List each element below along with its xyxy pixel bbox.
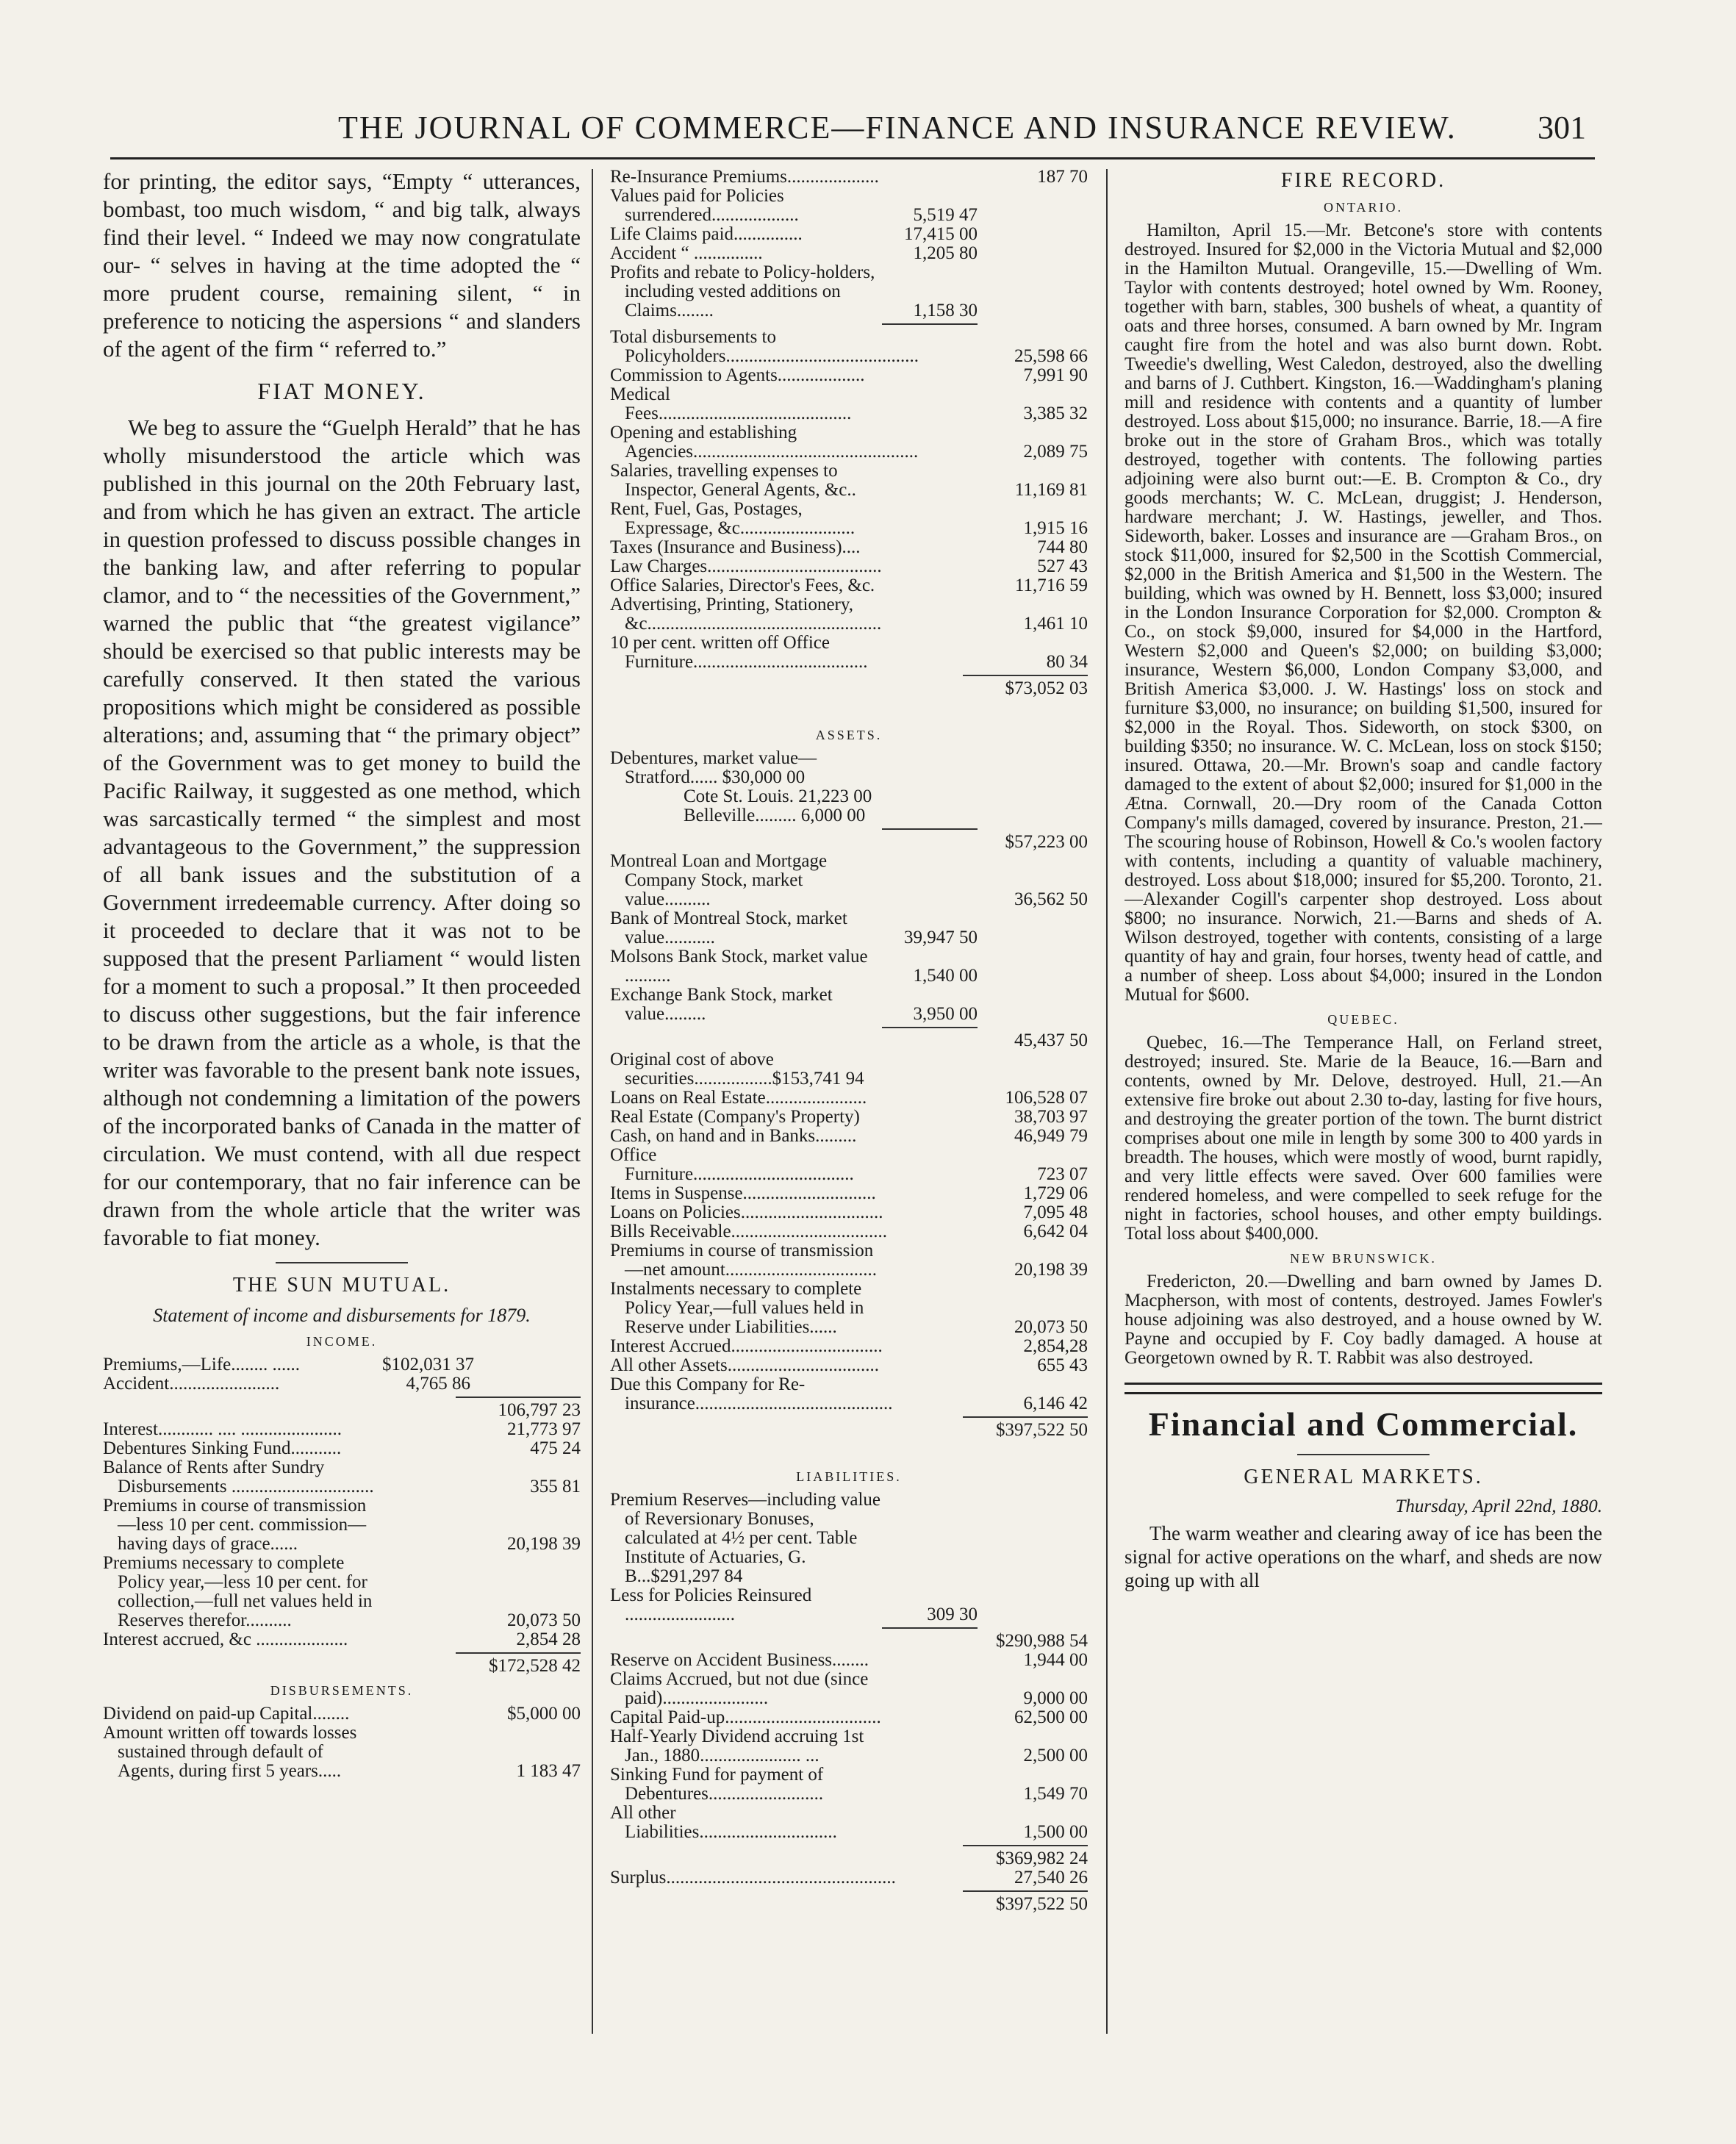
intro-paragraph: for printing, the editor says, “Empty “ utterances, bombast, too much wisdom, “ and big talk, always find their level. “ Indeed we may now congratulate our- “ selves in having at the time adopted the “ more prudent course, remaining silent, “ in preference to noticing the aspersions “ and slanders of the agent of the firm “ referred to.”	[103, 168, 581, 362]
liabilities-table	[610, 1491, 1088, 1914]
general-markets-heading: GENERAL MARKETS.	[1244, 1466, 1483, 1488]
ledger-label: Debentures Sinking Fund...........	[103, 1438, 342, 1458]
column-2	[610, 168, 1088, 2034]
ledger-amount: 475 24	[530, 1438, 581, 1458]
markets-text: The warm weather and clearing away of ice has been the signal for active operations on the wharf, and sheds are now going up with all	[1125, 1522, 1602, 1591]
ledger-row	[610, 595, 1088, 634]
ledger-amount: 80 34	[1046, 652, 1088, 672]
ledger-label: Balance of Rents after Sundry Disbursements ...............................	[103, 1458, 374, 1496]
ledger-label: Exchange Bank Stock, market value.........	[610, 985, 833, 1024]
ledger-amount: 36,562 50	[1014, 889, 1088, 909]
ledger-label: Premiums,—Life........ ......	[103, 1355, 301, 1374]
assets-heading: ASSETS.	[815, 728, 883, 742]
ledger-subamount: 5,519 47	[913, 205, 978, 225]
ledger-label: Cash, on hand and in Banks.........	[610, 1126, 857, 1146]
ledger-row	[610, 462, 1088, 500]
ledger-row	[610, 1337, 1088, 1356]
ledger-row	[103, 1374, 581, 1394]
subtotal-rule	[882, 1027, 978, 1028]
ledger-row	[610, 1108, 1088, 1127]
ledger-label: Commission to Agents...................	[610, 365, 865, 385]
ledger-amount: 20,198 39	[507, 1534, 581, 1554]
ledger-subamount: 1,205 80	[913, 243, 978, 263]
ledger-label: Premiums in course of transmission—less 10 per cent. commission—having days of grace......	[103, 1496, 367, 1554]
ledger-row	[610, 366, 1088, 385]
ledger-row	[610, 1849, 1088, 1868]
ledger-label: All other Assets.................................	[610, 1355, 879, 1375]
ledger-amount: 355 81	[530, 1477, 581, 1496]
ledger-row	[103, 1439, 581, 1458]
ledger-label: 10 per cent. written off Office Furniture......................................	[610, 633, 868, 672]
ledger-amount: 6,146 42	[1023, 1394, 1088, 1413]
ledger-row	[610, 1895, 1088, 1914]
ledger-label: Interest Accrued.................................	[610, 1336, 883, 1356]
liabilities-heading: LIABILITIES.	[796, 1469, 902, 1484]
new-brunswick-heading: NEW BRUNSWICK.	[1290, 1251, 1437, 1266]
ledger-row	[610, 1280, 1088, 1337]
sun-mutual-subtitle: Statement of income and disbursements for 1879.	[153, 1305, 531, 1326]
ledger-label: Montreal Loan and Mortgage Company Stock, market value..........	[610, 851, 828, 909]
fire-record-heading: FIRE RECORD.	[1280, 169, 1446, 192]
ledger-label: Office Salaries, Director's Fees, &c.	[610, 576, 875, 595]
total-rule	[456, 1652, 581, 1654]
ledger-label: Dividend on paid-up Capital........	[103, 1704, 350, 1724]
ledger-amount: $5,000 00	[507, 1704, 581, 1724]
ledger-row	[103, 1657, 581, 1676]
ledger-row	[610, 679, 1088, 698]
ledger-row	[610, 1804, 1088, 1842]
ledger-label: Advertising, Printing, Stationery, &c...................................................	[610, 595, 882, 634]
ledger-label: Office Furniture...................................	[610, 1145, 854, 1184]
ledger-amount: 1,549 70	[1023, 1784, 1088, 1804]
ledger-label: Items in Suspense.............................	[610, 1183, 876, 1203]
header-rule	[110, 157, 1595, 159]
subtotal-rule	[882, 1627, 978, 1629]
ledger-row	[610, 986, 1088, 1024]
ledger-amount: 9,000 00	[1023, 1688, 1088, 1708]
sun-mutual-heading: THE SUN MUTUAL.	[232, 1274, 451, 1297]
ledger-amount: 2,500 00	[1023, 1746, 1088, 1765]
ledger-row	[103, 1630, 581, 1649]
ledger-row	[610, 1356, 1088, 1375]
ledger-row	[610, 168, 1088, 187]
ledger-row	[610, 1089, 1088, 1108]
ledger-row	[103, 1724, 581, 1781]
ledger-label: Sinking Fund for payment of Debentures.........................	[610, 1765, 824, 1804]
disbursements-table	[103, 1704, 581, 1781]
ledger-amount: 11,716 59	[1014, 576, 1088, 595]
ledger-amount: 1,915 16	[1023, 518, 1088, 538]
ledger-row	[610, 1375, 1088, 1413]
ledger-row	[610, 1670, 1088, 1708]
ledger-row	[103, 1420, 581, 1439]
ledger-row	[610, 244, 1088, 263]
ledger-label: Due this Company for Re-insurance...........................................	[610, 1374, 893, 1413]
ledger-label: Loans on Policies...............................	[610, 1202, 883, 1222]
ledger-amount: 11,169 81	[1014, 480, 1088, 500]
ledger-label: Amount written off towards losses sustained through default of Agents, during first 5 years.....	[103, 1723, 357, 1781]
ledger-row	[610, 423, 1088, 462]
ledger-row	[610, 1146, 1088, 1184]
ledger-label: Debentures, market value—Stratford...... $30,000 00	[610, 748, 817, 787]
ledger-amount: 1,944 00	[1023, 1650, 1088, 1670]
ledger-row	[103, 1496, 581, 1554]
divider	[1297, 1454, 1430, 1455]
ledger-label: Medical Fees..........................................	[610, 384, 852, 423]
ledger-amount: $73,052 03	[1005, 678, 1088, 698]
total-rule	[963, 1890, 1088, 1892]
ledger-label: Rent, Fuel, Gas, Postages, Expressage, &c.........................	[610, 499, 856, 538]
ledger-subamount: 1,540 00	[913, 966, 978, 986]
column-3	[1125, 168, 1602, 2034]
ledger-label: Premiums necessary to complete Policy year,—less 10 per cent. for collection,—full net values held in Reserves therefor..........	[103, 1553, 373, 1630]
ledger-amount: 20,073 50	[1014, 1317, 1088, 1337]
ledger-amount: 527 43	[1037, 556, 1088, 576]
quebec-fires: Quebec, 16.—The Temperance Hall, on Ferland street, destroyed; insured. Ste. Marie de la Beauce, 16.—Barn and contents, owned by Mr. Delove, destroyed. Hull, 21.—An extensive fire broke out about 2.30 to-day, lasting for five hours, and destroying the greater portion of the town. The burnt district comprises about one mile in length by some 300 to 400 yards in breadth. The houses, which were mostly of wood, burnt rapidly, and very little effects were saved. Over 600 families were rendered homeless, and were compelled to seek refuge for the night in factories, school houses, and other empty buildings. Total loss about $400,000.	[1125, 1033, 1602, 1244]
ledger-amount: $57,223 00	[1005, 832, 1088, 852]
ledger-label: Law Charges......................................	[610, 556, 882, 576]
ledger-label: Interest............ .... ......................	[103, 1419, 342, 1439]
disbursements-continued-table	[610, 168, 1088, 698]
ledger-row	[103, 1355, 581, 1374]
ledger-label: Loans on Real Estate......................	[610, 1088, 867, 1108]
ledger-row	[610, 1651, 1088, 1670]
ledger-row	[610, 1868, 1088, 1887]
ledger-label: Life Claims paid...............	[610, 224, 803, 244]
ledger-amount: $290,988 54	[996, 1631, 1088, 1651]
ledger-row	[610, 1765, 1088, 1804]
ledger-row	[610, 806, 1088, 825]
column-rule-2	[1106, 169, 1108, 2034]
ledger-row	[610, 634, 1088, 672]
ledger-amount: 2,089 75	[1023, 442, 1088, 462]
ledger-label: Molsons Bank Stock, market value ..........	[610, 947, 868, 986]
ledger-amount: 655 43	[1037, 1355, 1088, 1375]
journal-title: THE JOURNAL OF COMMERCE—FINANCE AND INSURANCE REVIEW.	[338, 110, 1457, 146]
divider	[276, 1262, 408, 1263]
ledger-row	[610, 1031, 1088, 1050]
ledger-amount: $369,982 24	[996, 1849, 1088, 1868]
ledger-amount: 1,729 06	[1023, 1183, 1088, 1203]
ledger-label: Less for Policies Reinsured ........................	[610, 1585, 812, 1624]
ledger-row	[610, 909, 1088, 947]
ledger-amount: 187 70	[1037, 168, 1088, 187]
ledger-label: Total disbursements to Policyholders..........................................	[610, 327, 919, 366]
ledger-amount: 45,437 50	[1014, 1030, 1088, 1050]
ledger-label: Cote St. Louis. 21,223 00	[684, 786, 872, 806]
ledger-subamount: 4,765 86	[406, 1374, 470, 1394]
ledger-row	[610, 787, 1088, 806]
ledger-subamount: 309 30	[927, 1605, 978, 1624]
ontario-heading: ONTARIO.	[1323, 200, 1404, 215]
ledger-row	[610, 576, 1088, 595]
ledger-amount: 46,949 79	[1014, 1126, 1088, 1146]
ledger-row	[610, 557, 1088, 576]
total-rule	[456, 1397, 581, 1398]
ledger-subamount: 17,415 00	[904, 224, 978, 244]
ledger-label: Re-Insurance Premiums....................	[610, 168, 879, 187]
ledger-amount: 744 80	[1037, 537, 1088, 557]
ledger-row	[610, 852, 1088, 909]
ontario-fires: Hamilton, April 15.—Mr. Betcone's store with contents destroyed. Insured for $2,000 in the Victoria Mutual and $2,000 in the Hamilton Mutual. Orangeville, 15.—Dwelling of Wm. Taylor with contents destroyed; hotel owned by Wm. Rooney, together with barn, stables, 300 bushels of wheat, a quantity of oats and three horses, consumed. A barn owned by Mr. Ingram caught fire from the hotel and was also burnt down. Robt. Tweedie's dwelling, West Caledon, destroyed, also the dwelling and barns of J. Cuthbert. Kingston, 16.—Waddingham's planing mill and residence with contents and a quantity of lumber destroyed. Loss about $15,000; no insurance. Barrie, 18.—A fire broke out in the store of Graham Bros., which was totally destroyed, together with contents. The following parties adjoining were also burnt out:—E. B. Crompton & Co., dry goods merchants; W. C. McLean, druggist; J. Henderson, hardware merchant; J. W. Hastings, jeweller, and Thos. Sideworth, baker. Losses and insurance are —Graham Bros., on stock $11,000, insured for $2,500 in the Scottish Commercial, $2,000 in the British America and $1,500 in the Western. The building, which was owned by H. Bennett, loss $3,000; insured in the London Insurance Corporation for $2,000. Crompton & Co., on stock $9,000, insured for $4,000 in the Hartford, Western $2,000 and Queen's $2,000; on building $3,000; insurance, Western $6,000, London Company $3,000, and British America $3,000. J. W. Hastings' loss on stock and furniture $3,000, no insurance; on building $1,500, insured for $2,000 in the Royal. Thos. Sideworth, on stock $300, on building $350; no insurance. W. C. McLean, loss on stock $150; insured. Ottawa, 20.—Mr. Brown's soap and candle factory damaged to the extent of about $2,000; insured for $1,000 in the Ætna. Cornwall, 20.—Dry room of the Canada Cotton Company's mills damaged, covered by insurance. Preston, 21.—The scouring house of Robinson, Howell & Co.'s woolen factory with contents, including a quantity of valuable machinery, destroyed. Loss about $18,000; insured for $5,200. Toronto, 21.—Alexander Cogill's carpenter shop destroyed. Loss about $800; no insurance. Norwich, 21.—Barns and sheds of A. Wilson destroyed, together with contents, consisting of a large quantity of hay and grain, four horses, twenty head of cattle, and a number of sheep. Loss about $4,000; insured in the London Mutual for $600.	[1125, 221, 1602, 1005]
ledger-subamount: 39,947 50	[904, 928, 978, 947]
fiat-money-heading: FIAT MONEY.	[257, 378, 426, 404]
ledger-label: Values paid for Policies surrendered...................	[610, 186, 799, 225]
ledger-row	[610, 1421, 1088, 1440]
ledger-row	[610, 385, 1088, 423]
ledger-amount: 7,095 48	[1023, 1202, 1088, 1222]
ledger-label: Profits and rebate to Policy-holders, including vested additions on Claims........	[610, 262, 875, 320]
ledger-label: Real Estate (Company's Property)	[610, 1107, 860, 1127]
fiat-money-article: We beg to assure the “Guelph Herald” that he has wholly misunderstood the article which was published in this journal on the 20th February last, and from which he has given an extract. The article in question professed to discuss possible changes in the banking law, and after referring to popular clamor, and to “ the necessities of the Government,” warned the public that “the greatest vigilance” should be exercised so that public interests may be carefully conserved. It then stated the various propositions which might be considered as possible alterations; and, assuming that “ the primary object” of the Government was to get money to build the Pacific Railway, it suggested as one method, which was sarcastically termed “ the simplest and most advantageous to the Government,” the suppression of all bank issues and the substitution of a Government irredeemable currency. After doing so it proceeded to declare that it was not to be supposed that the present Parliament “ would listen for a moment to such a proposal.” It then proceeded to discuss other suggestions, but the fair inference to be drawn from the article as a whole, is that the writer was favorable to the present bank note issues, although not condemning a limitation of the powers of the incorporated banks of Canada in the matter of circulation. We must contend, with all due respect for our contemporary, that no fair inference can be drawn from the whole article that the writer was favorable to fiat money.	[103, 415, 581, 1250]
ledger-row	[610, 1241, 1088, 1280]
ledger-amount: 20,198 39	[1014, 1260, 1088, 1280]
ledger-label: Bills Receivable..................................	[610, 1222, 888, 1241]
ledger-label: Claims Accrued, but not due (since paid).......................	[610, 1669, 869, 1708]
ledger-label: Premium Reserves—including value of Reversionary Bonuses, calculated at 4½ per cent. Table Institute of Actuaries, G. B...$291,297 84	[610, 1490, 880, 1586]
ledger-row	[610, 1727, 1088, 1765]
page-header	[110, 103, 1595, 154]
ledger-amount: 723 07	[1037, 1164, 1088, 1184]
disbursements-heading: DISBURSEMENTS.	[270, 1683, 414, 1698]
ledger-row	[610, 947, 1088, 986]
ledger-row	[610, 1586, 1088, 1624]
ledger-label: Interest accrued, &c ....................	[103, 1629, 348, 1649]
new-brunswick-fires: Fredericton, 20.—Dwelling and barn owned by James D. Macpherson, with most of contents, destroyed. James Fowler's house adjoining was also destroyed, and a house owned by W. Payne and occupied by F. Coy badly damaged. A house at Georgetown owned by R. T. Rabbit was also destroyed.	[1125, 1272, 1602, 1368]
ledger-amount: 1,500 00	[1023, 1822, 1088, 1842]
ledger-amount: $397,522 50	[996, 1420, 1088, 1440]
ledger-row	[610, 1203, 1088, 1222]
ledger-row	[610, 1632, 1088, 1651]
ledger-label: Reserve on Accident Business........	[610, 1650, 869, 1670]
total-rule	[963, 1845, 1088, 1846]
ledger-label: Accident “ ...............	[610, 243, 763, 263]
ledger-row	[610, 1127, 1088, 1146]
ledger-amount: 2,854 28	[516, 1629, 581, 1649]
ledger-label: Belleville......... 6,000 00	[684, 806, 866, 825]
markets-date: Thursday, April 22nd, 1880.	[1395, 1496, 1602, 1516]
ledger-row	[610, 500, 1088, 538]
ledger-amount: 20,073 50	[507, 1610, 581, 1630]
ledger-row	[610, 1222, 1088, 1241]
column-rule-1	[592, 169, 593, 2034]
ledger-label: Bank of Montreal Stock, market value...........	[610, 908, 847, 947]
income-table	[103, 1355, 581, 1676]
ledger-subamount: $102,031 37	[382, 1355, 474, 1374]
page-number: 301	[1538, 110, 1586, 146]
ledger-row	[103, 1554, 581, 1630]
ledger-amount: 7,991 90	[1023, 365, 1088, 385]
ledger-label: Premiums in course of transmission —net amount.................................	[610, 1241, 878, 1280]
subtotal-rule	[882, 323, 978, 325]
ledger-label: Taxes (Insurance and Business)....	[610, 537, 861, 557]
ledger-subamount: 1,158 30	[913, 301, 978, 320]
ledger-amount: 21,773 97	[507, 1419, 581, 1439]
ledger-label: All other Liabilities..............................	[610, 1803, 837, 1842]
ledger-amount: 62,500 00	[1014, 1707, 1088, 1727]
subtotal-rule	[882, 828, 978, 830]
ledger-label: Instalments necessary to complete Policy Year,—full values held in Reserve under Liabilities......	[610, 1279, 864, 1337]
ledger-label: Half-Yearly Dividend accruing 1st Jan., 1880...................... ...	[610, 1727, 864, 1765]
ledger-row	[610, 1050, 1088, 1089]
ledger-label: Original cost of above securities.................$153,741 94	[610, 1050, 864, 1089]
ledger-subamount: 3,950 00	[913, 1004, 978, 1024]
ledger-label: Opening and establishing Agencies.................................................	[610, 423, 919, 462]
section-divider	[1125, 1383, 1602, 1394]
ledger-row	[103, 1704, 581, 1724]
ledger-amount: 106,528 07	[1005, 1088, 1088, 1108]
ledger-row	[610, 749, 1088, 787]
income-heading: INCOME.	[306, 1334, 378, 1349]
ledger-amount: $397,522 50	[996, 1894, 1088, 1914]
financial-commercial-heading: Financial and Commercial.	[1148, 1405, 1579, 1443]
total-rule	[963, 1416, 1088, 1418]
ledger-row	[103, 1458, 581, 1496]
ledger-row	[610, 833, 1088, 852]
ledger-row	[610, 263, 1088, 320]
ledger-row	[610, 1184, 1088, 1203]
column-1	[103, 168, 581, 2034]
ledger-label: Accident........................	[103, 1374, 280, 1394]
ledger-amount: $172,528 42	[489, 1656, 581, 1676]
ledger-amount: 2,854,28	[1023, 1336, 1088, 1356]
ledger-amount: 6,642 04	[1023, 1222, 1088, 1241]
ledger-row	[610, 187, 1088, 225]
ledger-label: Salaries, travelling expenses to Inspector, General Agents, &c..	[610, 461, 856, 500]
ledger-amount: 3,385 32	[1023, 404, 1088, 423]
ledger-amount: 38,703 97	[1014, 1107, 1088, 1127]
ledger-amount: 1,461 10	[1023, 614, 1088, 634]
ledger-label: Capital Paid-up..................................	[610, 1707, 881, 1727]
assets-table	[610, 749, 1088, 1440]
ledger-amount: 1 183 47	[516, 1761, 581, 1781]
ledger-row	[610, 225, 1088, 244]
ledger-row	[103, 1401, 581, 1420]
ledger-amount: 25,598 66	[1014, 346, 1088, 366]
ledger-row	[610, 328, 1088, 366]
ledger-row	[610, 538, 1088, 557]
ledger-label: Surplus..................................................	[610, 1868, 896, 1887]
ledger-row	[610, 1491, 1088, 1586]
quebec-heading: QUEBEC.	[1327, 1012, 1399, 1027]
total-rule	[963, 675, 1088, 676]
ledger-amount: 27,540 26	[1014, 1868, 1088, 1887]
ledger-amount: 106,797 23	[498, 1400, 581, 1420]
ledger-row	[610, 1708, 1088, 1727]
